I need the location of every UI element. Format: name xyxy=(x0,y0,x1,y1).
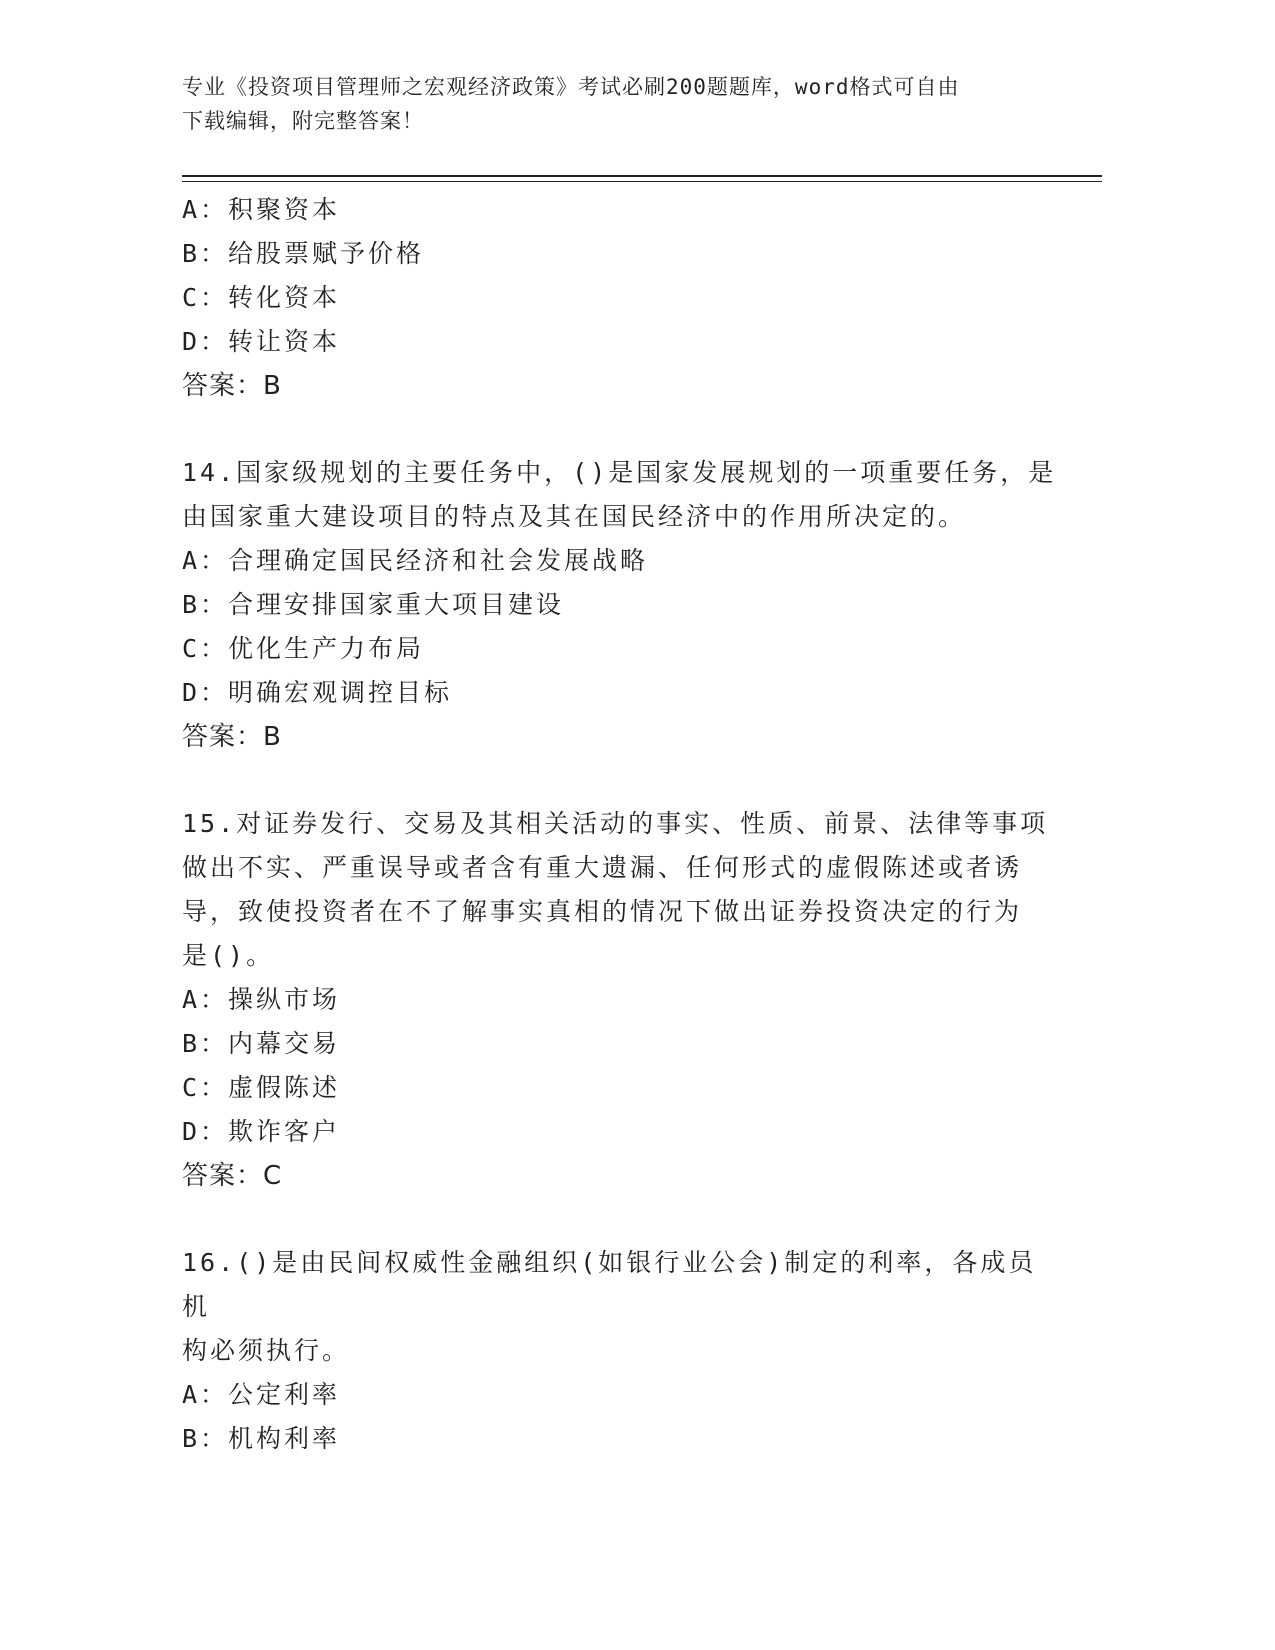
header-rule-thick xyxy=(182,175,1102,177)
question-stem: 14.国家级规划的主要任务中，()是国家发展规划的一项重要任务，是 由国家重大建设项目的特点及其在国民经济中的作用所决定的。 xyxy=(182,458,1057,531)
option-d: D：转让资本 xyxy=(182,327,341,356)
question-16 xyxy=(182,1241,1062,1461)
answer-line: 答案：B xyxy=(182,371,282,401)
answer-line: 答案：C xyxy=(182,1161,283,1191)
question-stem: 16.()是由民间权威性金融组织(如银行业公会)制定的利率，各成员机 构必须执行。 xyxy=(182,1248,1037,1365)
option-d: D：欺诈客户 xyxy=(182,1117,341,1146)
option-a: A：操纵市场 xyxy=(182,985,341,1014)
option-a: A：合理确定国民经济和社会发展战略 xyxy=(182,546,649,575)
question-stem: 15.对证券发行、交易及其相关活动的事实、性质、前景、法律等事项 做出不实、严重误导或者含有重大遗漏、任何形式的虚假陈述或者诱 导，致使投资者在不了解事实真相的情况下做出证券投资决定的行为 是()。 xyxy=(182,809,1049,970)
document-header xyxy=(182,70,1052,138)
question-list xyxy=(182,188,1062,1461)
header-rule-thin xyxy=(182,181,1102,182)
option-c: C：转化资本 xyxy=(182,283,341,312)
question-15 xyxy=(182,802,1062,1198)
option-a: A：积聚资本 xyxy=(182,195,341,224)
option-b: B：合理安排国家重大项目建设 xyxy=(182,590,565,619)
header-text: 专业《投资项目管理师之宏观经济政策》考试必刷200题题库，word格式可自由 下载编辑，附完整答案！ xyxy=(182,75,960,133)
option-b: B：机构利率 xyxy=(182,1424,341,1453)
answer-line: 答案：B xyxy=(182,722,282,752)
option-b: B：给股票赋予价格 xyxy=(182,239,425,268)
option-d: D：明确宏观调控目标 xyxy=(182,678,453,707)
option-b: B：内幕交易 xyxy=(182,1029,341,1058)
option-c: C：优化生产力布局 xyxy=(182,634,425,663)
option-a: A：公定利率 xyxy=(182,1380,341,1409)
option-c: C：虚假陈述 xyxy=(182,1073,341,1102)
question-continued xyxy=(182,188,1062,408)
question-14 xyxy=(182,451,1062,759)
